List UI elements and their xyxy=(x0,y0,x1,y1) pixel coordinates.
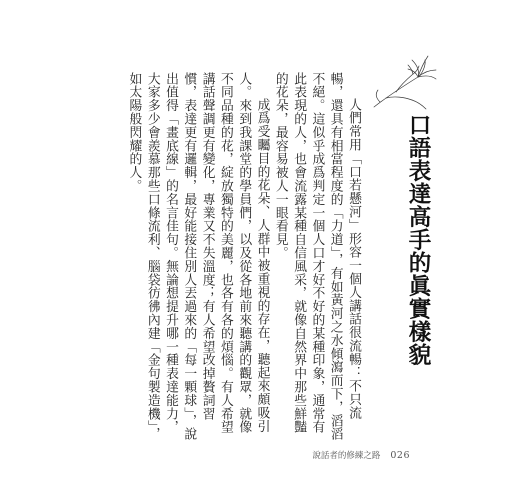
paragraph: 成爲受矚目的花朵、人群中被重視的存在，聽起來頗吸引人。來到我課堂的學員們，以及從各地前來聽講的觀眾，就像不同品種的花，綻放獨特的美麗，也各有各的煩惱。有人希望講話聲調更有變化，專業又不失溫度；有人希望改掉贅詞習慣，表達更有邏輯，最好能接住別人丟過來的「每一顆球」，說出值得「畫底線」的名言佳句。無論想提升哪一種表達能力，大家多少會羨慕那些口條流利、腦袋彷彿內建「金句製造機」，如太陽般閃耀的人。 xyxy=(126,72,270,441)
page-number: 026 xyxy=(390,450,410,461)
chapter-title: 口語表達高手的眞實樣貌 xyxy=(405,113,431,366)
body-text xyxy=(124,72,362,444)
paragraph: 人們常用「口若懸河」形容一個人講話很流暢：不只流暢，還具有相當程度的「力道」，有如黃河之水傾瀉而下，滔滔不絕。這似乎成爲判定一個人口才好不好的某種印象，通常有此表現的人，也會流露某種自信風采，就像自然界中那些鮮豔的花朵，最容易被人一眼看見。 xyxy=(272,72,361,441)
page-footer xyxy=(312,449,410,461)
running-title: 說話者的修練之路 xyxy=(312,451,381,461)
flower-illustration-icon xyxy=(366,50,438,110)
